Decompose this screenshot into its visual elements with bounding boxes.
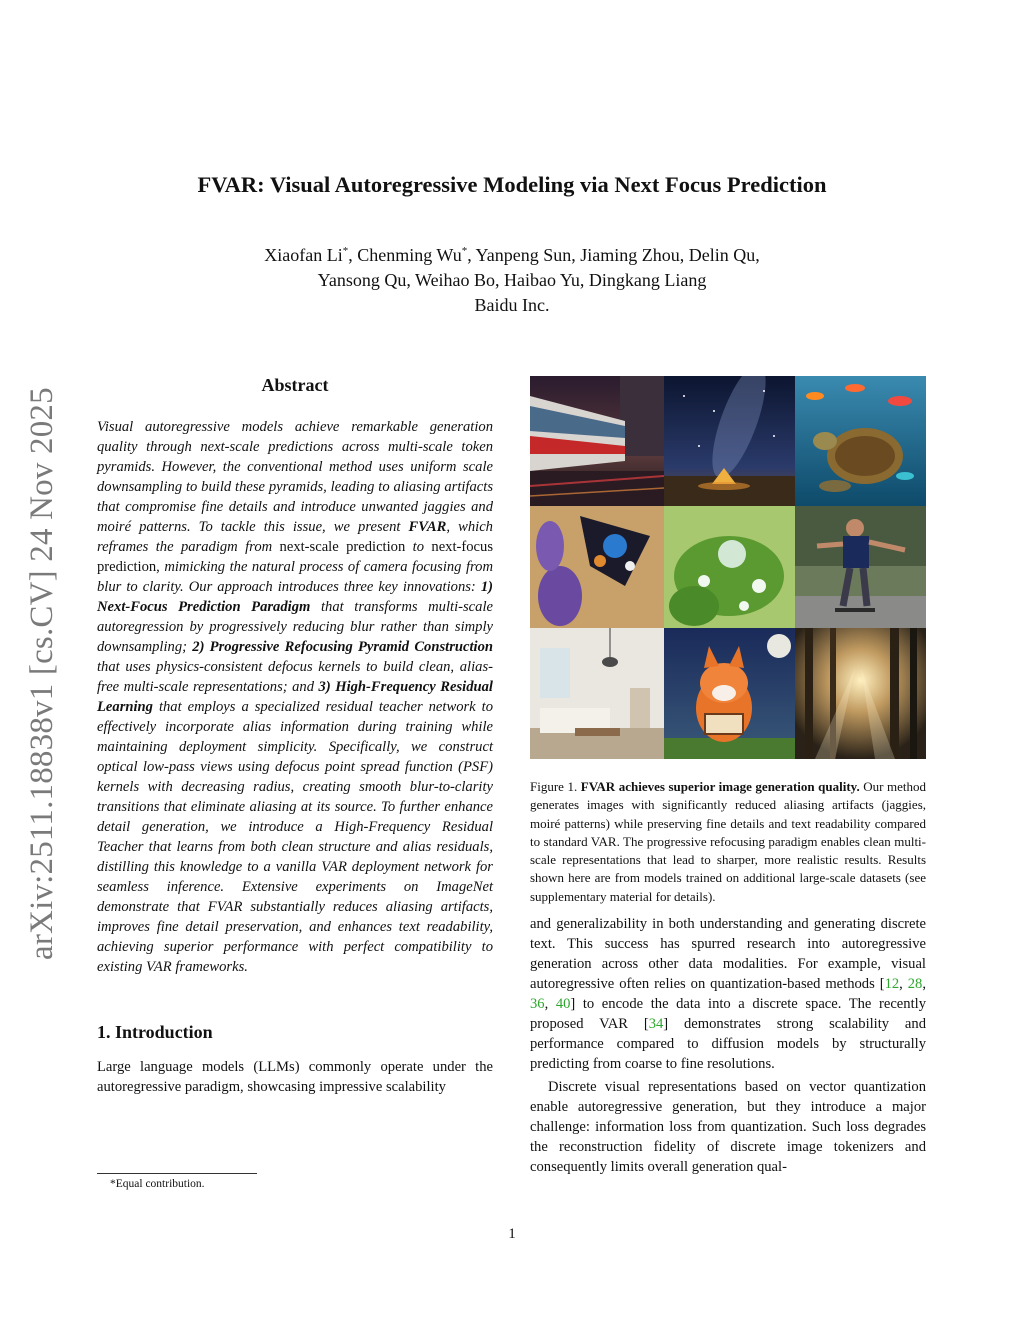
figure-caption-bold: FVAR achieves superior image generation quality.: [580, 779, 860, 794]
page-number: 1: [508, 1226, 516, 1242]
paper-title: FVAR: Visual Autoregressive Modeling via Next Focus Prediction: [197, 172, 827, 197]
citation-34[interactable]: 34: [648, 1016, 664, 1033]
tram-night-image: [530, 376, 664, 506]
abstract-heading: Abstract: [261, 375, 329, 395]
introduction-text: Large language models (LLMs) commonly operate under the autoregressive paradigm, showcasing impressive scalability: [97, 1059, 493, 1095]
sea-turtle-image: [795, 376, 926, 506]
affiliation: Baidu Inc.: [474, 295, 550, 315]
author-wu: , Chenming Wu: [348, 245, 462, 265]
author-others: , Yanpeng Sun, Jiaming Zhou, Delin Qu,: [467, 245, 760, 265]
butterfly-lavender-image: [530, 506, 664, 628]
equal-contribution-mark: *: [461, 245, 468, 257]
arxiv-identifier: arXiv:2511.18838v1 [cs.CV] 24 Nov 2025: [24, 387, 60, 960]
author-li: Xiaofan Li: [264, 245, 343, 265]
fox-reading-image: [664, 628, 795, 759]
author-line-2: Yansong Qu, Weihao Bo, Haibao Yu, Dingkang Liang: [317, 270, 707, 290]
citation-12[interactable]: 12: [884, 976, 900, 993]
figure-1-caption: Figure 1. FVAR achieves superior image generation quality. Our method generates images with significantly reduced aliasing artifacts (jaggies, moiré patterns) while preserving fine details and text readability compared to standard VAR. The progressive refocusing paradigm enables clean multi-scale representations that lead to sharper, more realistic results. Results shown here are from models trained on additional large-scale datasets (see supplementary material for details).: [530, 779, 926, 904]
citation-28[interactable]: 28: [907, 976, 923, 993]
dew-leaf-image: [664, 506, 795, 628]
intro-continued: [530, 914, 926, 1177]
milky-way-camp-image: [664, 376, 795, 506]
citation-40[interactable]: 40: [555, 996, 571, 1013]
author-line-1: [120, 239, 904, 268]
innovation-1: 1) Next-Focus Prediction Paradigm: [97, 579, 493, 615]
intro-paragraph-1: and generalizability in both understanding and generating discrete text. This success has spurred research into autoregressive generation across other data modalities. For example, visual autoregressive often relies on quantization-based methods [12, 28, 36, 40] to encode the data into a discrete space. The recently proposed VAR [34] demonstrates strong scalability and performance compared to diffusion models by structurally predicting from coarse to fine resolutions.: [530, 916, 926, 1073]
author-block: [120, 239, 904, 318]
equal-contribution-mark: *: [342, 245, 349, 257]
abstract-text: Visual autoregressive models achieve remarkable generation quality through next-scale predictions across multi-scale token pyramids. However, the conventional method uses uniform scale downsampling to build these pyramids, leading to aliasing artifacts that compromise fine details and introduce unwanted jaggies and moiré patterns. To tackle this issue, we present FVAR, which reframes the paradigm from next-scale prediction to next-focus prediction, mimicking the natural process of camera focusing from blur to clarity. Our approach introduces three key innovations: 1) Next-Focus Prediction Paradigm that transforms multi-scale autoregression by progressively reducing blur rather than simply downsampling; 2) Progressive Refocusing Pyramid Construction that uses physics-consistent defocus kernels to build clean, alias-free multi-scale representations; and 3) High-Frequency Residual Learning that employs a specialized residual teacher network to effectively incorporate alias information during training while maintaining deployment simplicity. Specifically, we construct optical low-pass views using defocus point spread function (PSF) kernels with decreasing radius, creating smooth blur-to-clarity transitions that eliminate aliasing at its source. To further enhance detail generation, we introduce a High-Frequency Residual Teacher that learns from both clean structure and alias residuals, distilling this knowledge to a vanilla VAR deployment network for seamless inference. Extensive experiments on ImageNet demonstrate that FVAR substantially reduces aliasing artifacts, improves fine detail preservation, and enhances text readability, achieving superior performance with perfect compatibility to existing VAR frameworks.: [97, 419, 494, 975]
forest-sunrays-image: [795, 628, 926, 759]
fvar-term: FVAR: [408, 519, 447, 535]
figure-1-grid: [530, 376, 926, 759]
figure-label: Figure 1.: [530, 779, 578, 794]
living-room-image: [530, 628, 664, 759]
right-column: [530, 376, 926, 1177]
intro-paragraph-2: Discrete visual representations based on vector quantization enable autoregressive generation, but they introduce a major challenge: information loss from quantization. Such loss degrades the reconstruction fidelity of discrete image tokenizers and consequently limits overall generation qual-: [530, 1079, 926, 1176]
skateboarder-image: [795, 506, 926, 628]
innovation-2: 2) Progressive Refocusing Pyramid Construction: [192, 639, 493, 655]
footnote: *Equal contribution.: [110, 1178, 205, 1190]
introduction-heading: 1. Introduction: [97, 1022, 213, 1042]
footnote-rule: [97, 1173, 257, 1174]
citation-36[interactable]: 36: [530, 996, 545, 1013]
innovation-3: 3) High-Frequency Residual Learning: [97, 679, 493, 715]
left-column: [97, 375, 493, 1097]
